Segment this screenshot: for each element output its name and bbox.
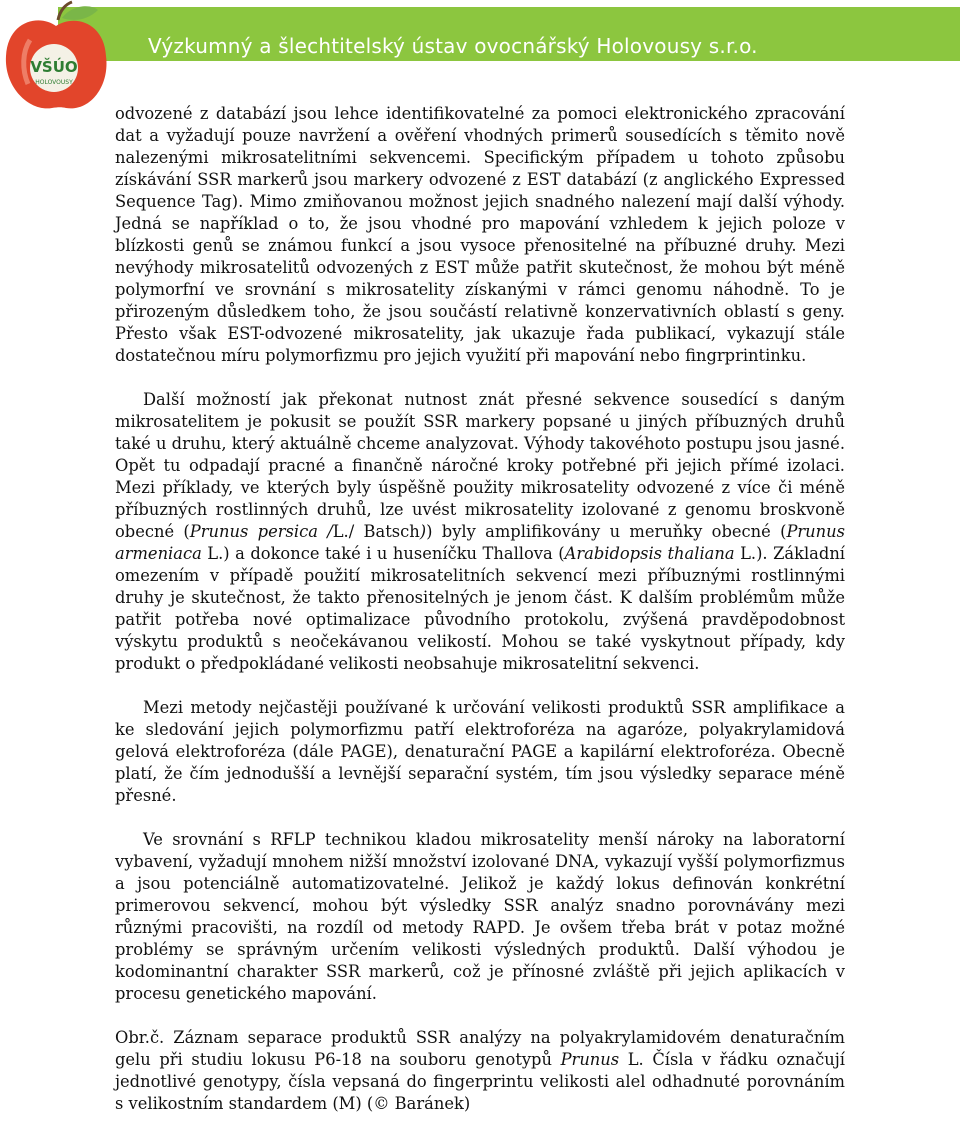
- logo-subtext: HOLOVOUSY: [35, 79, 73, 86]
- paragraph-2: Další možností jak překonat nutnost znát přesné sekvence sousedící s daným mikrosatelitem je pokusit se použít SSR markery popsané u jiných příbuzných druhů také u druhu, který aktuálně chceme analyzovat. Výhody takovéhoto postupu jsou jasné. Opět tu odpadají pracné a finančně náročné kroky potřebné při jejich přímé izolaci. Mezi příklady, ve kterých byly úspěšně použity mikrosatelity odvozené z více či méně příbuzných rostlinných druhů, lze uvést mikrosatelity izolované z genomu broskvoně obecné (Prunus persica /L./ Batsch)) byly amplifikovány u meruňky obecné (Prunus armeniaca L.) a dokonce také i u huseníčku Thallova (Arabidopsis thaliana L.). Základní omezením v případě použití mikrosatelitních sekvencí mezi příbuznými rostlinnými druhy je skutečnost, že takto přenositelných je jenom část. K dalším problémům může patřit potřeba nové optimalizace původního protokolu, zvýšená pravděpodobnost výskytu produktů s neočekávanou velikostí. Mohou se také vyskytnout případy, kdy produkt o předpokládané velikosti neobsahuje mikrosatelitní sekvenci.: [115, 390, 846, 673]
- vsuo-apple-logo: [0, 0, 112, 122]
- document-body: [115, 103, 845, 1115]
- institute-title: Výzkumný a šlechtitelský ústav ovocnářský Holovousy s.r.o.: [148, 34, 758, 58]
- species-name-italic: Arabidopsis thaliana: [564, 544, 735, 563]
- paragraph-1: odvozené z databází jsou lehce identifikovatelné za pomoci elektronického zpracování dat a vyžadují pouze navržení a ověření vhodných primerů sousedících s těmito nově nalezenými mikrosatelitními sekvencemi. Specifickým případem u tohoto způsobu získávání SSR markerů jsou markery odvozené z EST databází (z anglického Expressed Sequence Tag). Mimo zmiňovanou možnost jejich snadného nalezení mají další výhody. Jedná se například o to, že jsou vhodné pro mapování vzhledem k jejich poloze v blízkosti genů se známou funkcí a jsou vysoce přenositelné na příbuzné druhy. Mezi nevýhody mikrosatelitů odvozených z EST může patřit skutečnost, že mohou být méně polymorfní ve srovnání s mikrosatelity získanými v rámci genomu náhodně. To je přirozeným důsledkem toho, že jsou součástí relativně konzervativních oblastí s geny. Přesto však EST-odvozené mikrosatelity, jak ukazuje řada publikací, vykazují stále dostatečnou míru polymorfizmu pro jejich využití při mapování nebo fingrprintinku.: [115, 104, 845, 365]
- species-name-italic: Prunus persica /: [189, 522, 333, 541]
- logo-text: VŠÚO: [30, 58, 78, 76]
- figure-caption: Obr.č. Záznam separace produktů SSR analýzy na polyakrylamidovém denaturačním gelu při studiu lokusu P6-18 na souboru genotypů Prunus L. Čísla v řádku označují jednotlivé genotypy, čísla vepsaná do fingerprintu velikosti alel odhadnuté porovnáním s velikostním standardem (M) (© Baránek): [115, 1028, 845, 1113]
- paragraph-3: Mezi metody nejčastěji používané k určování velikosti produktů SSR amplifikace a ke sledování jejich polymorfizmu patří elektroforéza na agaróze, polyakrylamidová gelová elektroforéza (dále PAGE), denaturační PAGE a kapilární elektroforéza. Obecně platí, že čím jednodušší a levnější separační systém, tím jsou výsledky separace méně přesné.: [115, 698, 845, 805]
- page-header: [0, 0, 960, 100]
- paragraph-4: Ve srovnání s RFLP technikou kladou mikrosatelity menší nároky na laboratorní vybavení, vyžadují mnohem nižší množství izolované DNA, vykazují vyšší polymorfizmus a jsou potenciálně automatizovatelné. Jelikož je každý lokus definován konkrétní primerovou sekvencí, mohou být výsledky SSR analýz snadno porovnávány mezi různými pracovišti, na rozdíl od metody RAPD. Je ovšem třeba brát v potaz možné problémy se správným určením velikosti výsledných produktů. Další výhodou je kodominantní charakter SSR markerů, což je přínosné zvláště při jejich aplikacích v procesu genetického mapování.: [115, 830, 845, 1003]
- genus-name-italic: Prunus: [560, 1050, 620, 1069]
- species-name-italic: Prunus armeniaca: [115, 522, 845, 563]
